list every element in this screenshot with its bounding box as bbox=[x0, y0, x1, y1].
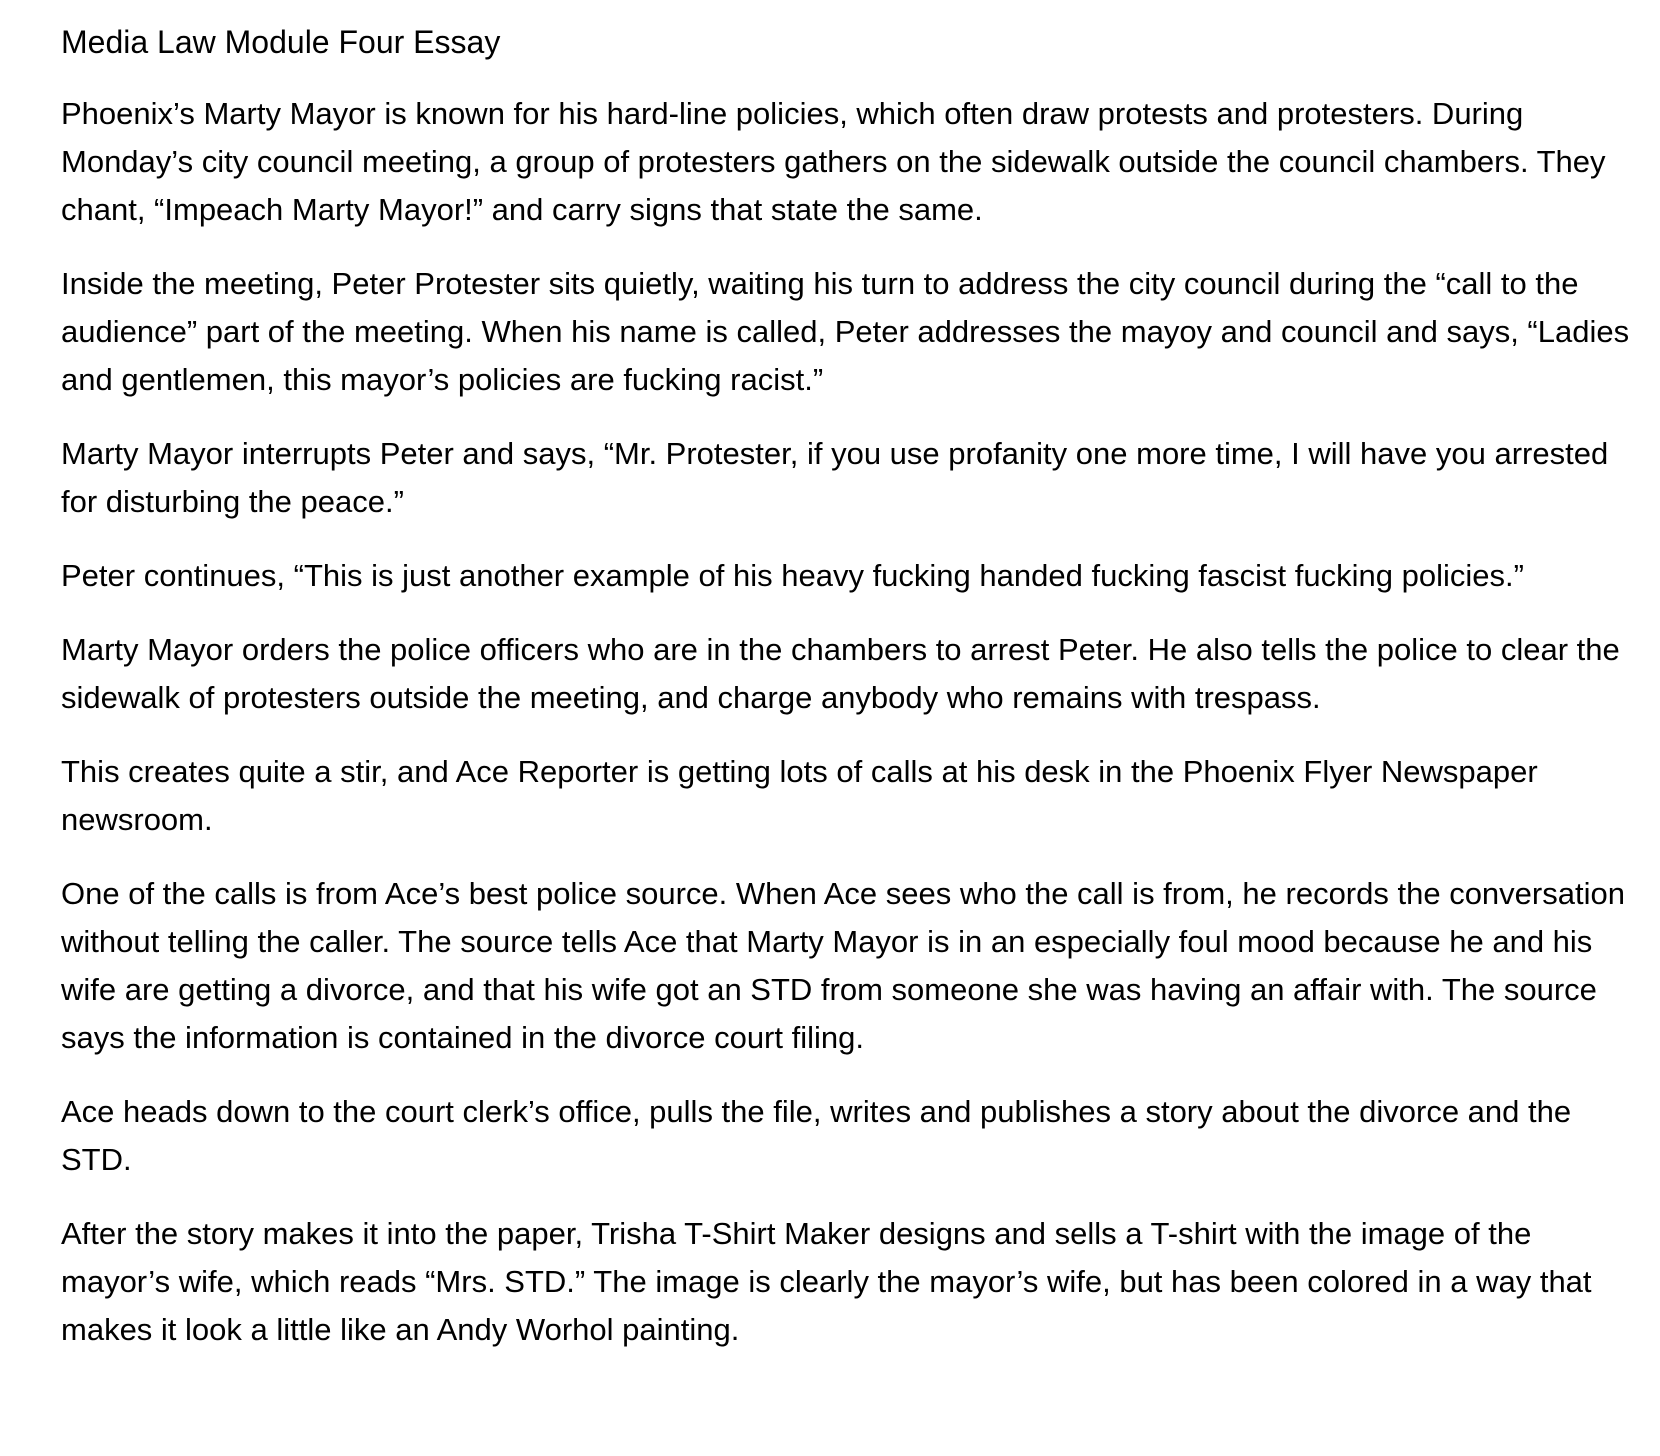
paragraph-3: Marty Mayor interrupts Peter and says, “Mr. Protester, if you use profanity one more time, I will have you arrested for disturbing the peace.” bbox=[61, 436, 1609, 519]
paragraph-6: This creates quite a stir, and Ace Reporter is getting lots of calls at his desk in the Phoenix Flyer Newspaper newsroom. bbox=[61, 754, 1538, 837]
paragraph-7: One of the calls is from Ace’s best police source. When Ace sees who the call is from, he records the conversation without telling the caller. The source tells Ace that Marty Mayor is in an especially foul mood because he and his wife are getting a divorce, and that his wife got an STD from someone she was having an affair with. The source says the information is contained in the divorce court filing. bbox=[61, 876, 1625, 1055]
paragraph-5: Marty Mayor orders the police officers who are in the chambers to arrest Peter. He also tells the police to clear the sidewalk of protesters outside the meeting, and charge anybody who remains with trespass. bbox=[61, 632, 1620, 715]
paragraph-9: After the story makes it into the paper, Trisha T-Shirt Maker designs and sells a T-shirt with the image of the mayor’s wife, which reads “Mrs. STD.” The image is clearly the mayor’s wife, but has been colored in a way that makes it look a little like an Andy Worhol painting. bbox=[61, 1216, 1592, 1347]
paragraph-2: Inside the meeting, Peter Protester sits quietly, waiting his turn to address the city council during the “call to the audience” part of the meeting. When his name is called, Peter addresses the mayoy and council and says, “Ladies and gentlemen, this mayor’s policies are fucking racist.” bbox=[61, 266, 1630, 397]
document-page bbox=[61, 0, 1641, 1354]
paragraph-8: Ace heads down to the court clerk’s office, pulls the file, writes and publishes a story about the divorce and the STD. bbox=[61, 1094, 1572, 1177]
paragraph-1: Phoenix’s Marty Mayor is known for his hard-line policies, which often draw protests and protesters. During Monday’s city council meeting, a group of protesters gathers on the sidewalk outside the council chambers. They chant, “Impeach Marty Mayor!” and carry signs that state the same. bbox=[61, 96, 1606, 227]
document-title: Media Law Module Four Essay bbox=[61, 24, 501, 60]
paragraph-4: Peter continues, “This is just another example of his heavy fucking handed fucking fascist fucking policies.” bbox=[61, 558, 1524, 593]
